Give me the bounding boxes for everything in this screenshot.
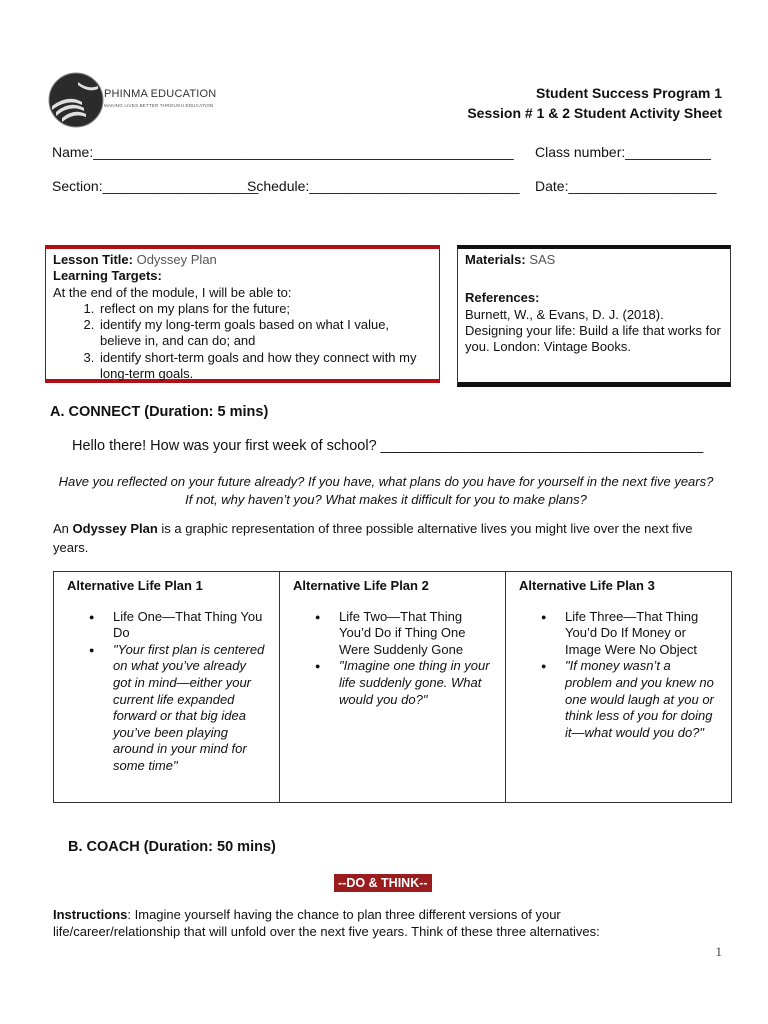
materials-value: SAS — [529, 252, 556, 267]
plan-quote: ● "If money wasn’t a problem and you knew no one would laugh at you or think less of you for doing it—what would you do?" — [565, 658, 719, 741]
instructions-text: : Imagine yourself having the chance to plan three different versions of your life/career/relationship that will unfold over the next five years. Think of these three alternatives: — [53, 907, 600, 939]
plan-list — [519, 609, 719, 742]
phinma-logo-icon — [48, 72, 104, 128]
odyssey-term: Odyssey Plan — [72, 521, 158, 536]
learning-target: 2. identify my long-term goals based on what I value, believe in, and can do; and — [98, 317, 432, 350]
lesson-title — [53, 252, 432, 268]
learning-targets-label: Learning Targets: — [53, 268, 162, 284]
plan-quote: ● "Your first plan is centered on what you’ve already got in mind—either your current life expanded forward or that big idea you’ve been playing around in your mind for some time" — [113, 642, 267, 775]
lesson-box — [45, 245, 440, 383]
plan-item: ● Life One—That Thing You Do — [113, 609, 267, 642]
do-think-badge: --DO & THINK-- — [334, 874, 432, 892]
plan-cell-1 — [54, 572, 280, 803]
class-number-field[interactable]: Class number:___________ — [535, 144, 711, 160]
materials — [465, 252, 723, 268]
logo-name: PHINMA EDUCATION — [104, 88, 217, 100]
logo-tagline: MAKING LIVES BETTER THROUGH EDUCATION — [104, 103, 214, 108]
plan-heading: Alternative Life Plan 2 — [293, 578, 429, 593]
phinma-logo — [48, 72, 218, 128]
lesson-title-value: Odyssey Plan — [136, 252, 217, 267]
date-field[interactable]: Date:___________________ — [535, 178, 717, 194]
plan-cell-3 — [506, 572, 732, 803]
plan-list — [293, 609, 493, 709]
plan-cell-2 — [280, 572, 506, 803]
learning-targets-intro: At the end of the module, I will be able to: — [53, 284, 292, 300]
instructions-label: Instructions — [53, 907, 128, 922]
plan-heading: Alternative Life Plan 3 — [519, 578, 655, 593]
plan-item: ● Life Two—That Thing You’d Do if Thing One Were Suddenly Gone — [339, 609, 493, 659]
materials-box — [457, 245, 731, 387]
odyssey-post: is a graphic representation of three possible alternative lives you might live over the next five years. — [53, 521, 693, 555]
greeting-question: Hello there! How was your first week of school? ________________________________________ — [72, 438, 704, 454]
odyssey-definition — [53, 519, 703, 557]
learning-target: 1. reflect on my plans for the future; — [98, 301, 432, 317]
instructions — [53, 906, 653, 940]
materials-label: Materials: — [465, 252, 526, 267]
lesson-title-label: Lesson Title: — [53, 252, 133, 267]
program-title: Student Success Program 1 — [536, 85, 722, 101]
plan-list — [67, 609, 267, 775]
learning-target: 3. identify short-term goals and how they connect with my long-term goals. — [98, 350, 432, 383]
page-number: 1 — [715, 944, 722, 959]
plan-heading: Alternative Life Plan 1 — [67, 578, 203, 593]
plans-table — [53, 571, 732, 803]
plan-item: ● Life Three—That Thing You’d Do If Money or Image Were No Object — [565, 609, 719, 659]
section-b-heading: B. COACH (Duration: 50 mins) — [68, 839, 276, 855]
schedule-field[interactable]: Schedule:___________________________ — [247, 178, 520, 194]
reference-text: Burnett, W., & Evans, D. J. (2018). Designing your life: Build a life that works for you. London: Vintage Books. — [465, 306, 721, 355]
learning-targets-list — [53, 301, 432, 382]
plan-quote: ● "Imagine one thing in your life suddenly gone. What would you do?" — [339, 658, 493, 708]
session-title: Session # 1 & 2 Student Activity Sheet — [467, 105, 722, 121]
section-a-heading: A. CONNECT (Duration: 5 mins) — [50, 404, 269, 420]
odyssey-pre: An — [53, 521, 73, 536]
references-label: References: — [465, 290, 540, 306]
reflect-question: Have you reflected on your future already? If you have, what plans do you have for yourself in the next five years? If not, why haven’t you? What makes it difficult for you to make plans? — [58, 474, 714, 507]
section-field[interactable]: Section:____________________ — [52, 178, 259, 194]
name-field[interactable]: Name:______________________________________________________ — [52, 144, 514, 160]
